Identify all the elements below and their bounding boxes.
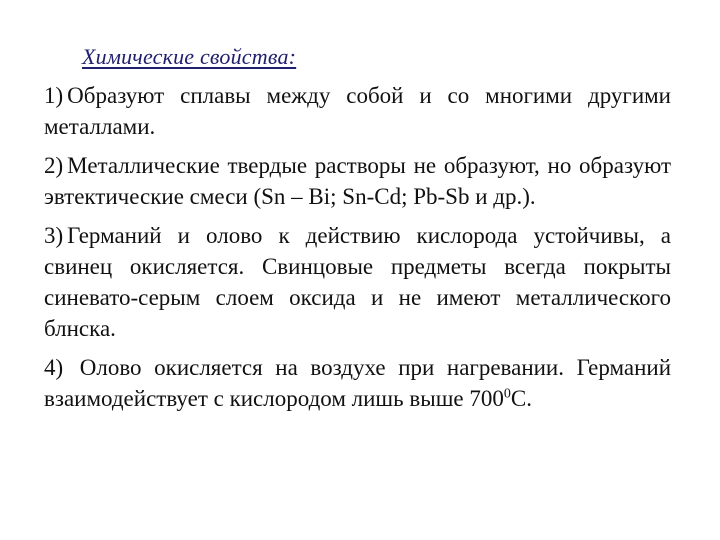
- item-text: Германий и олово к действию кислорода устойчивы, а свинец окисляется. Свинцовые предметы всегда покрыты синевато-серым слоем оксида и не имеют металлического блнска.: [44, 223, 671, 341]
- properties-list: [44, 80, 671, 422]
- list-item: [44, 352, 671, 414]
- item-number: 2): [44, 153, 64, 178]
- list-item: [44, 150, 671, 212]
- item-text: Образуют сплавы между собой и со многими другими металлами.: [44, 83, 671, 139]
- item-text-end: С.: [510, 386, 532, 411]
- superscript-degree: 0: [503, 386, 511, 402]
- item-number: 1): [44, 83, 64, 108]
- list-item: [44, 220, 671, 344]
- item-text: Металлические твердые растворы не образуют, но образуют эвтектические смеси (Sn – Bi; Sn-Cd; Pb-Sb и др.).: [44, 153, 671, 209]
- item-text: Олово окисляется на воздухе при нагревании. Германий взаимодействует с кислородом лишь выше 700: [44, 355, 672, 411]
- list-item: [44, 80, 671, 142]
- item-number: 3): [44, 223, 64, 248]
- section-title: Химические свойства:: [82, 44, 297, 69]
- item-number: 4): [44, 355, 64, 380]
